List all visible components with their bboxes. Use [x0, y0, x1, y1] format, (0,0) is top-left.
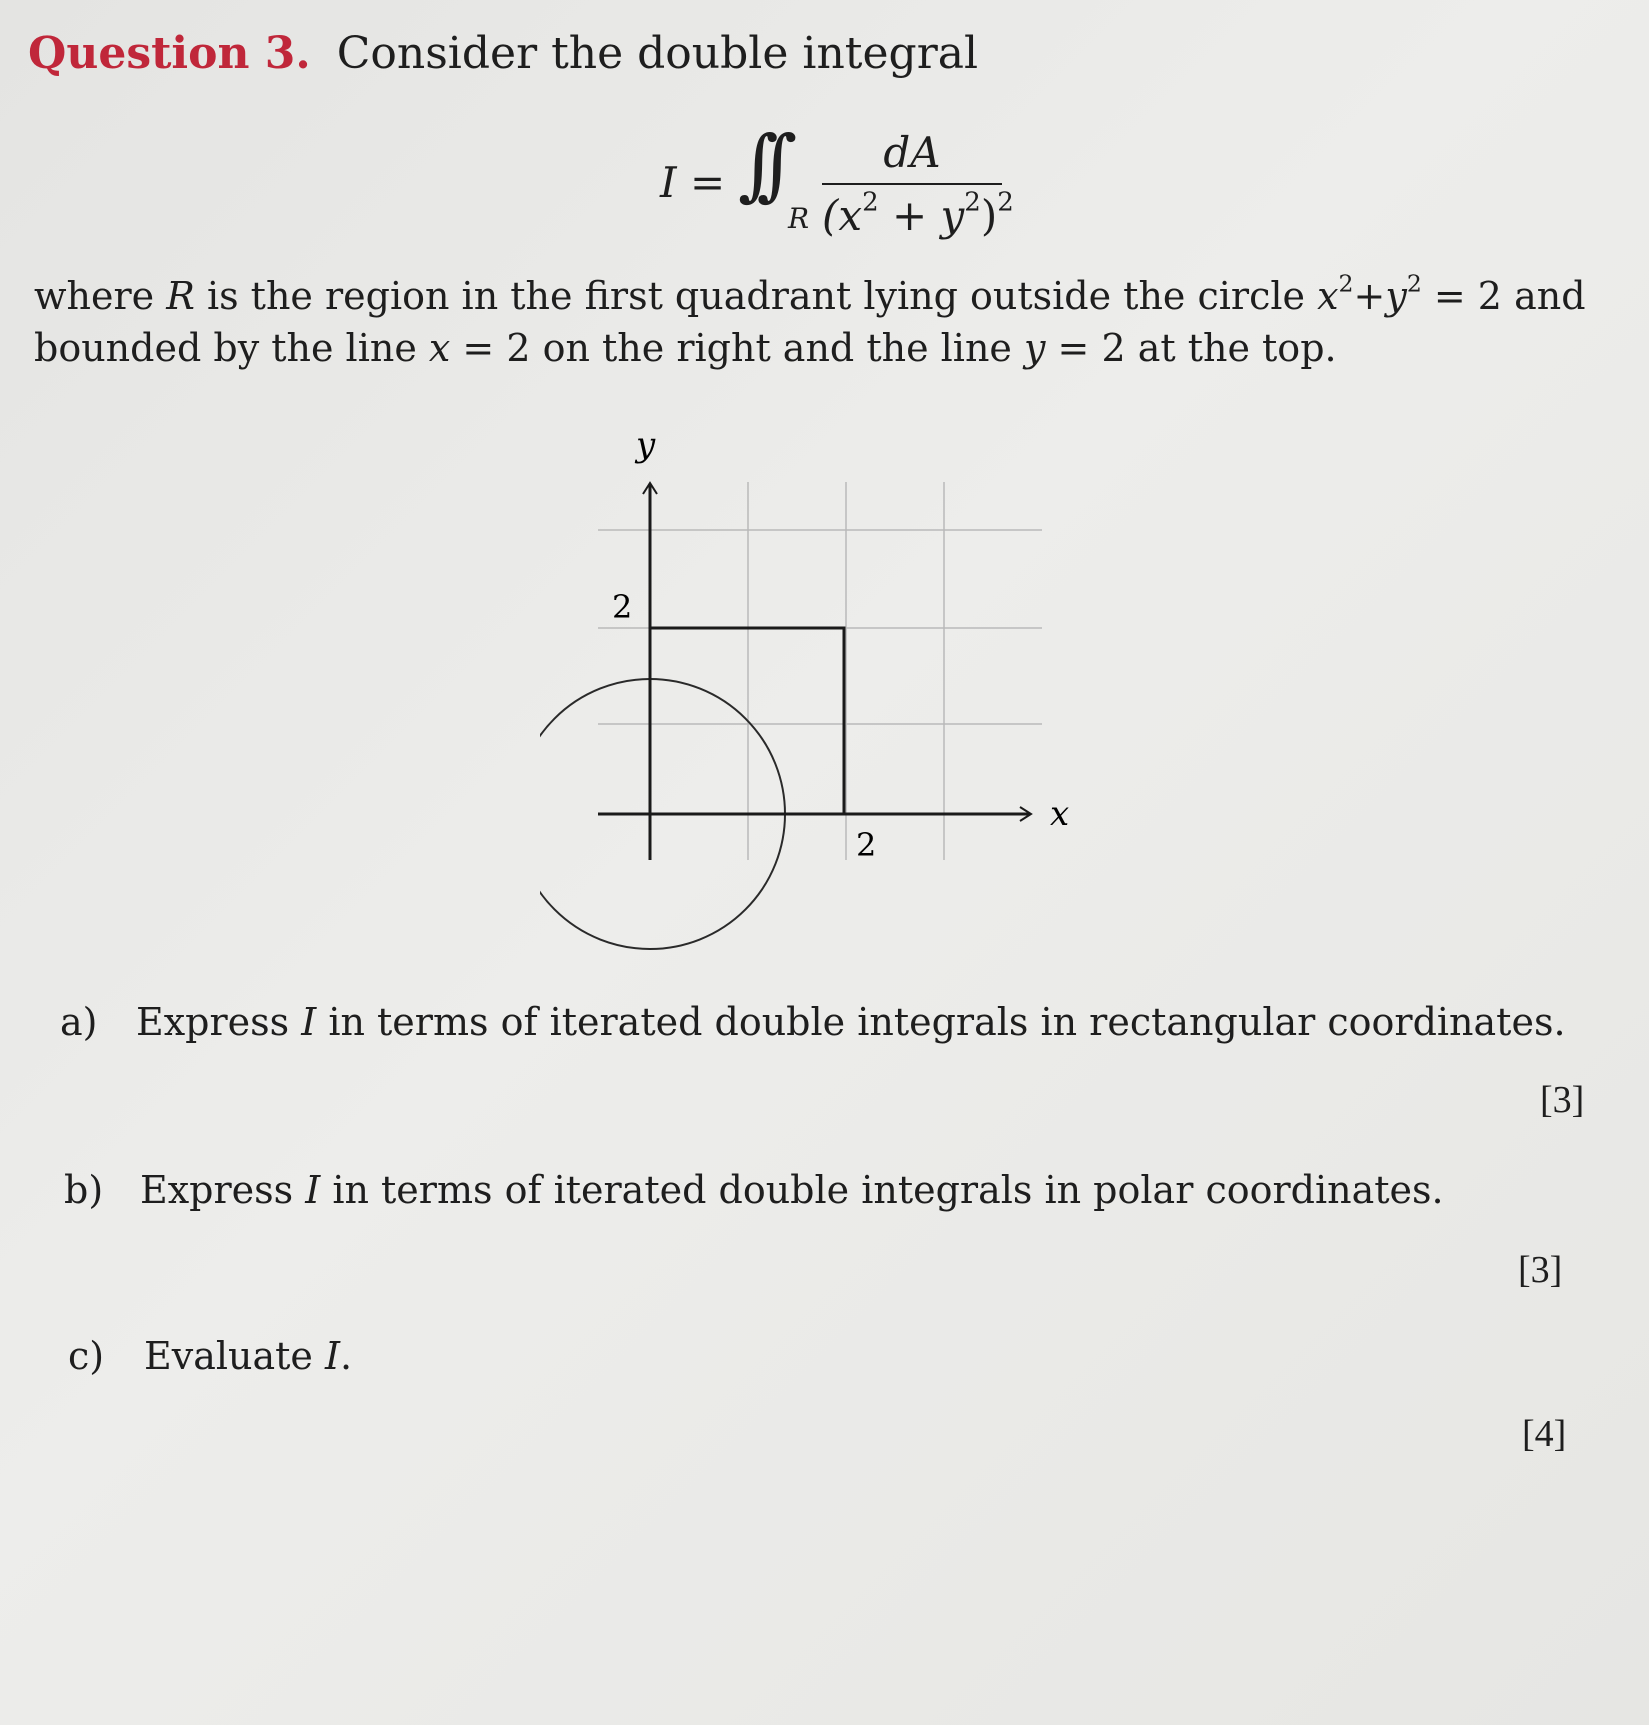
region-figure — [540, 420, 1080, 960]
double-integral-sign: ∫∫ — [738, 120, 776, 210]
x-axis-label: x — [1050, 794, 1070, 834]
part-c-label: c) — [68, 1334, 105, 1378]
part-b: b) Express I in terms of iterated double integrals in polar coordinates. — [64, 1168, 1444, 1212]
part-a-label: a) — [60, 1000, 98, 1044]
integrand-denominator: $(x^2 + y^2)^2$ — [822, 187, 1014, 240]
part-c-marks: [4] — [1522, 1413, 1567, 1455]
integral-region-subscript: R — [788, 202, 810, 235]
part-b-marks: [3] — [1518, 1249, 1563, 1291]
part-a-marks: [3] — [1540, 1079, 1585, 1121]
integrand-numerator: dA — [822, 128, 1002, 185]
part-a: a) Express I in terms of iterated double integrals in rectangular coordinates. — [60, 1000, 1566, 1044]
y-tick-label: 2 — [612, 588, 633, 626]
question-heading — [28, 28, 978, 79]
part-b-label: b) — [64, 1168, 104, 1212]
question-intro: Consider the double integral — [336, 28, 979, 79]
question-label: Question 3. — [28, 28, 311, 79]
x-tick-label: 2 — [856, 826, 877, 864]
part-c: c) Evaluate I. — [68, 1334, 353, 1378]
region-description: where R is the region in the first quadrant lying outside the circle $x^2+y^2 = 2$ and bounded by the line x = 2 on the right and the line y = 2 at the top. — [34, 269, 1586, 370]
formula-lhs: I = — [660, 158, 726, 207]
integrand-fraction — [822, 128, 1014, 240]
grid-lines — [598, 482, 1042, 860]
y-axis-label: y — [636, 425, 656, 465]
